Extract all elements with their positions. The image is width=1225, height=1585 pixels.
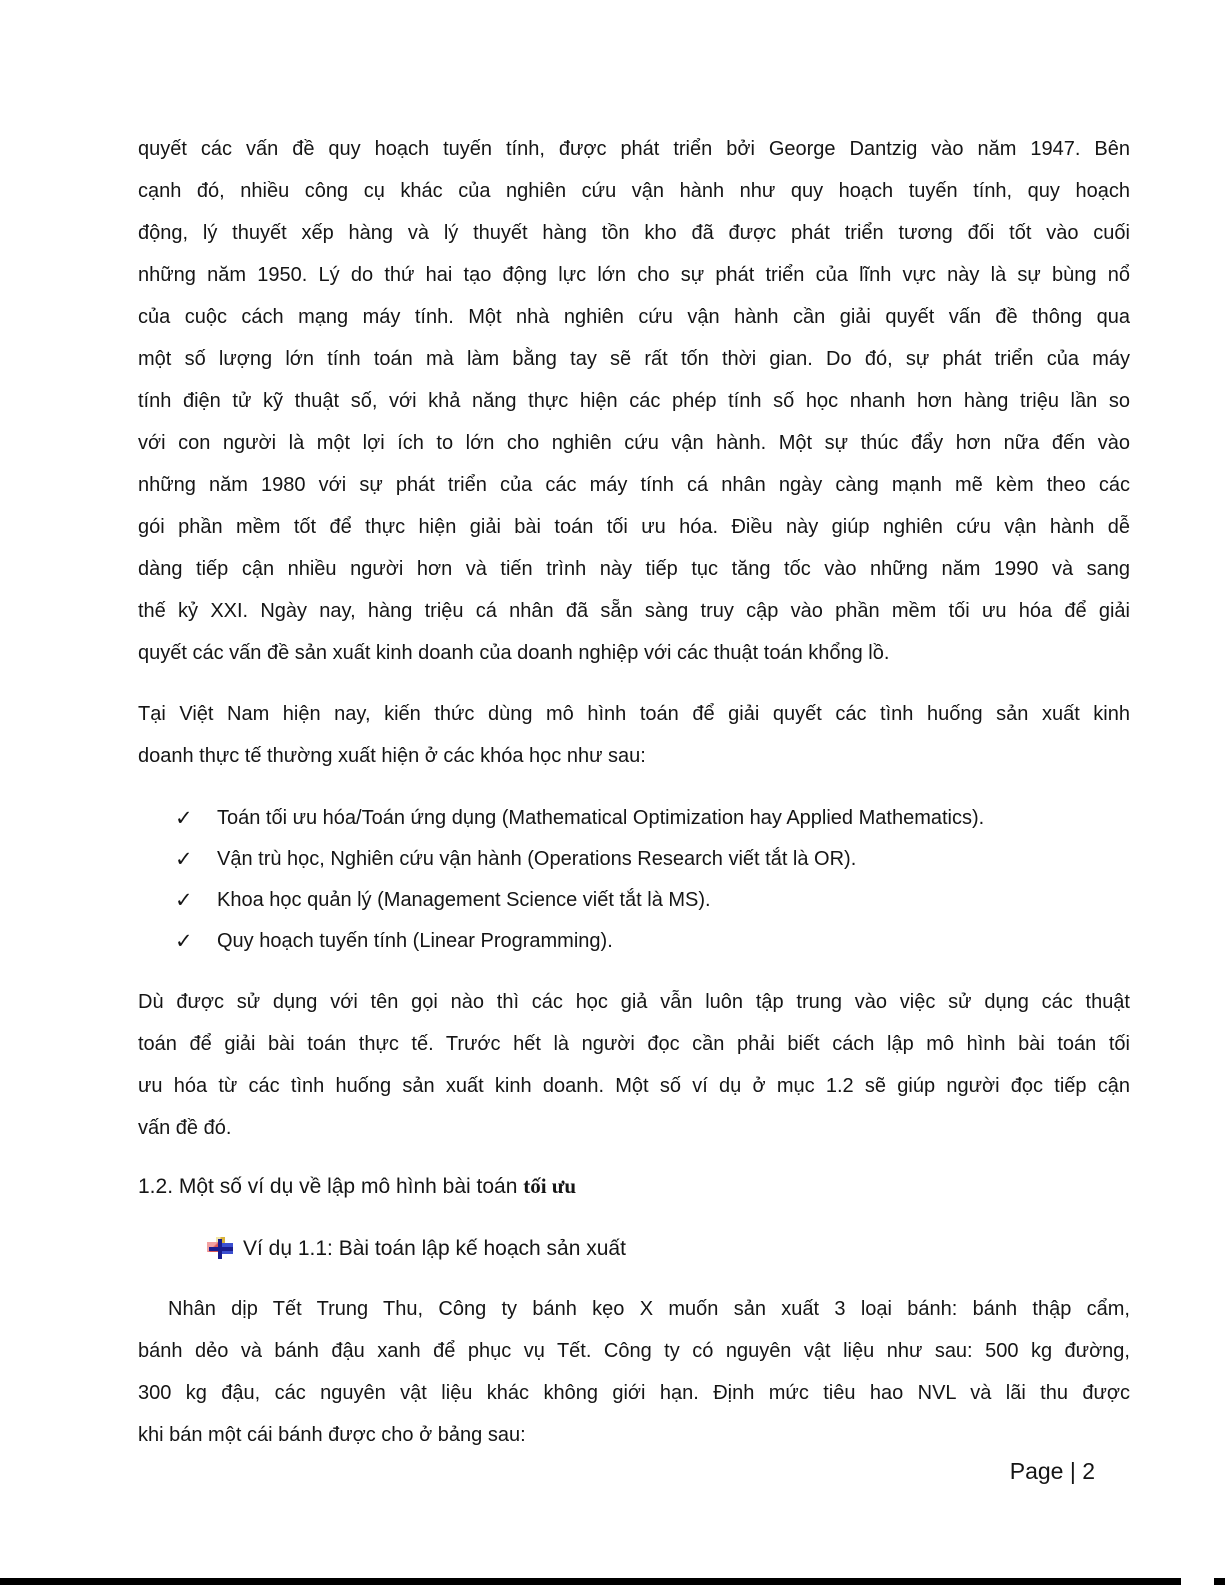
text-line: một số lượng lớn tính toán mà làm bằng tay sẽ rất tốn thời gian. Do đó, sự phát triển của máy — [138, 348, 1130, 370]
text-line: với con người là một lợi ích to lớn cho nghiên cứu vận hành. Một sự thúc đẩy hơn nữa đến vào — [138, 432, 1130, 454]
example-1-1-item — [138, 1228, 1130, 1270]
page-number: Page | 2 — [1009, 1458, 1095, 1484]
course-list — [138, 798, 1130, 962]
checkmark-icon: ✓ — [175, 807, 193, 830]
bullet-stem-part — [218, 1239, 222, 1259]
paragraph-vietnam-courses — [138, 693, 1130, 777]
text-line: 300 kg đậu, các nguyên vật liệu khác không giới hạn. Định mức tiêu hao NVL và lãi thu được — [138, 1382, 1130, 1404]
text-line: của cuộc cách mạng máy tính. Một nhà nghiên cứu vận hành cần giải quyết vấn đề thông qua — [138, 306, 1130, 328]
course-list-item-label: Vận trù học, Nghiên cứu vận hành (Operations Research viết tắt là OR). — [217, 848, 857, 870]
course-list-item — [138, 921, 1130, 962]
scan-artifact-bottom-corner — [1214, 1578, 1225, 1585]
text-line: những năm 1980 với sự phát triển của các máy tính cá nhân ngày càng mạnh mẽ kèm theo các — [138, 474, 1130, 496]
course-list-item-label: Khoa học quản lý (Management Science viết tắt là MS). — [217, 889, 711, 911]
course-list-item — [138, 798, 1130, 839]
text-line: tính điện tử kỹ thuật số, với khả năng thực hiện các phép tính số học nhanh hơn hàng triệu lần so — [138, 390, 1130, 412]
section-heading-1-2 — [138, 1165, 1130, 1207]
course-list-item — [138, 839, 1130, 880]
course-list-item-label: Toán tối ưu hóa/Toán ứng dụng (Mathematical Optimization hay Applied Mathematics). — [217, 807, 985, 829]
section-heading-text: 1.2. Một số ví dụ về lập mô hình bài toán — [138, 1175, 524, 1198]
text-line: ưu hóa từ các tình huống sản xuất kinh doanh. Một số ví dụ ở mục 1.2 sẽ giúp người đọc tiếp cận — [138, 1075, 1130, 1097]
paragraph-or-history — [138, 128, 1130, 674]
text-line: vấn đề đó. — [138, 1117, 232, 1139]
course-list-item-label: Quy hoạch tuyến tính (Linear Programming). — [217, 930, 613, 952]
text-line: doanh thực tế thường xuất hiện ở các khóa học như sau: — [138, 745, 646, 767]
text-line: cạnh đó, nhiều công cụ khác của nghiên cứu vận hành như quy hoạch tuyến tính, quy hoạch — [138, 180, 1130, 202]
text-line: toán để giải bài toán thực tế. Trước hết là người đọc cần phải biết cách lập mô hình bài toán tối — [138, 1033, 1130, 1055]
text-line: quyết các vấn đề sản xuất kinh doanh của doanh nghiệp với các thuật toán khổng lồ. — [138, 642, 890, 664]
text-line: Tại Việt Nam hiện nay, kiến thức dùng mô hình toán để giải quyết các tình huống sản xuất kinh — [138, 703, 1130, 725]
colored-plus-bullet-icon — [207, 1237, 233, 1261]
scan-artifact-bottom-bar — [0, 1578, 1181, 1585]
text-line: quyết các vấn đề quy hoạch tuyến tính, được phát triển bởi George Dantzig vào năm 1947. Bên — [138, 138, 1130, 160]
checkmark-icon: ✓ — [175, 930, 193, 953]
section-heading-bold-text: tối ưu — [523, 1174, 577, 1198]
checkmark-icon: ✓ — [175, 848, 193, 871]
text-line: gói phần mềm tốt để thực hiện giải bài toán tối ưu hóa. Điều này giúp nghiên cứu vận hành dễ — [138, 516, 1130, 538]
text-line: động, lý thuyết xếp hàng và lý thuyết hàng tồn kho đã được phát triển tương đối tốt vào cuối — [138, 222, 1130, 244]
paragraph-mooncake-problem — [138, 1288, 1130, 1456]
text-line: khi bán một cái bánh được cho ở bảng sau: — [138, 1424, 526, 1446]
text-line: Nhân dịp Tết Trung Thu, Công ty bánh kẹo X muốn sản xuất 3 loại bánh: bánh thập cẩm, — [168, 1298, 1130, 1320]
text-line: thế kỷ XXI. Ngày nay, hàng triệu cá nhân đã sẵn sàng truy cập vào phần mềm tối ưu hóa để giải — [138, 600, 1130, 622]
text-line: dàng tiếp cận nhiều người hơn và tiến trình này tiếp tục tăng tốc vào những năm 1990 và sang — [138, 558, 1130, 580]
checkmark-icon: ✓ — [175, 889, 193, 912]
example-1-1-label: Ví dụ 1.1: Bài toán lập kế hoạch sản xuất — [243, 1237, 626, 1260]
course-list-item — [138, 880, 1130, 921]
text-line: Dù được sử dụng với tên gọi nào thì các học giả vẫn luôn tập trung vào việc sử dụng các thuật — [138, 991, 1130, 1013]
text-line: bánh dẻo và bánh đậu xanh để phục vụ Tết. Công ty có nguyên vật liệu như sau: 500 kg đường, — [138, 1340, 1130, 1362]
text-line: những năm 1950. Lý do thứ hai tạo động lực lớn cho sự phát triển của lĩnh vực này là sự bùng nổ — [138, 264, 1130, 286]
paragraph-naming — [138, 981, 1130, 1149]
page-content — [138, 128, 1130, 1456]
